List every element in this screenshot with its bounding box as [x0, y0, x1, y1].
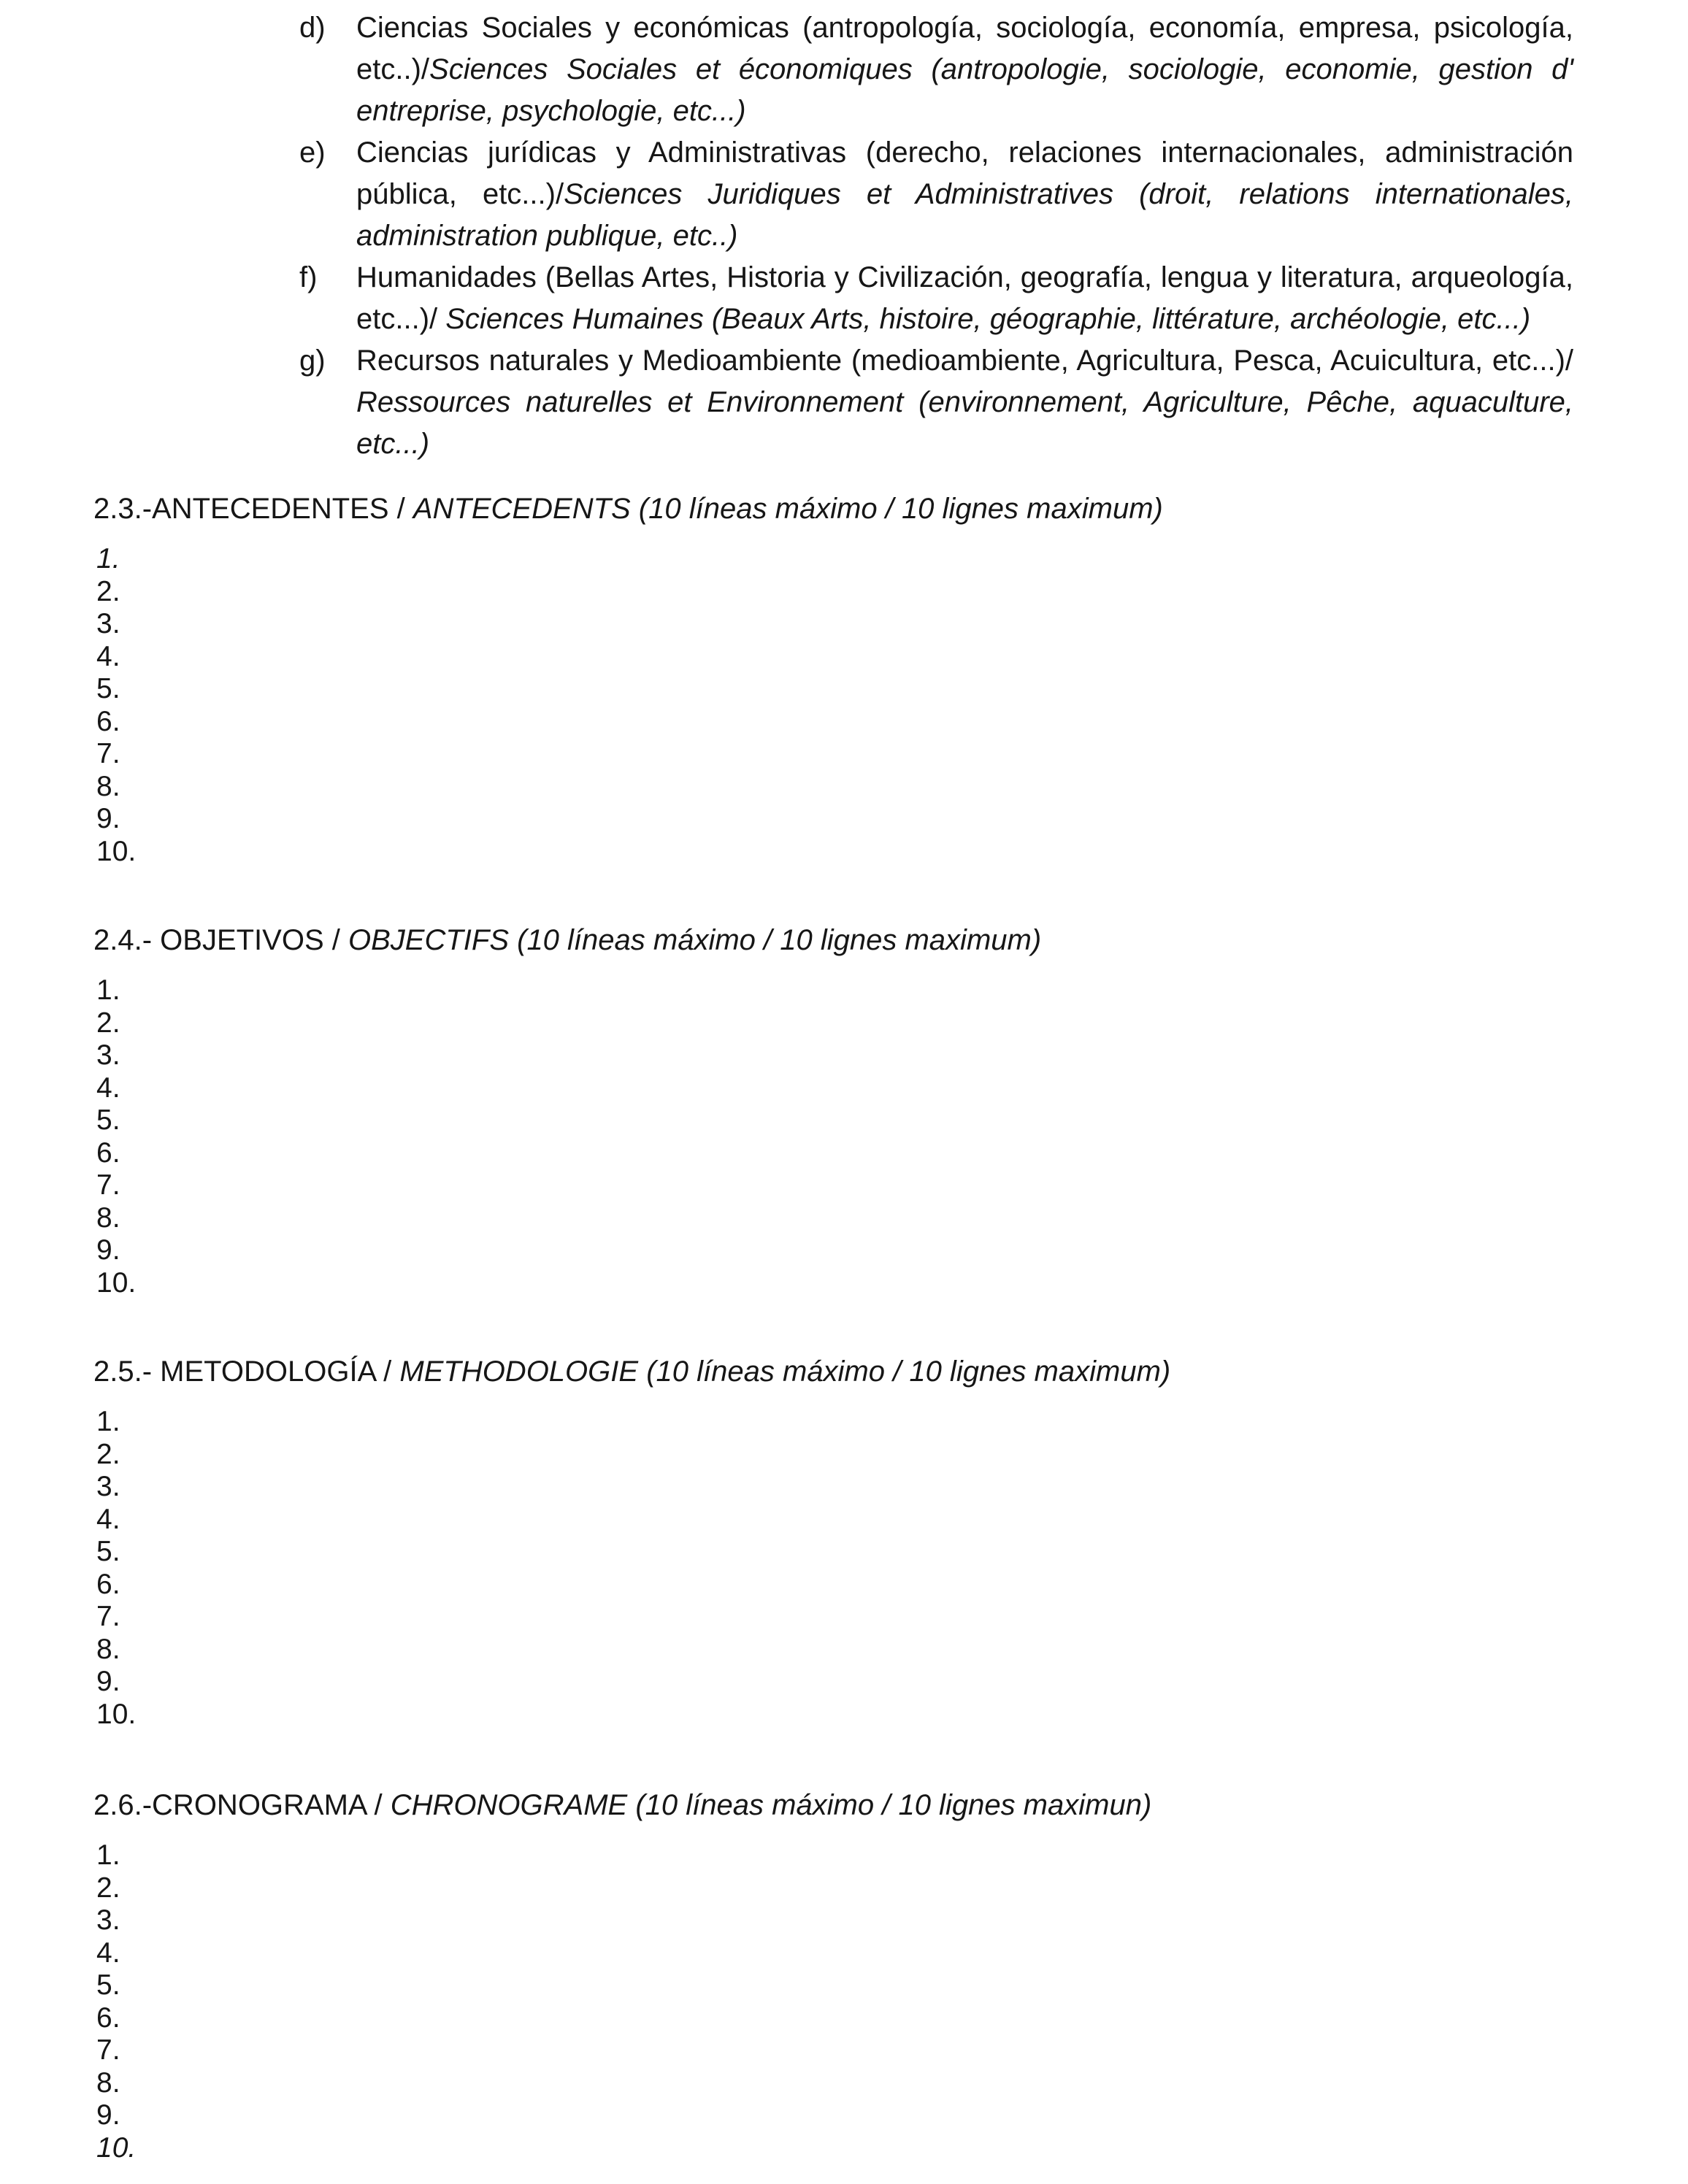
section-heading	[93, 1353, 1481, 1390]
line-number: 4.	[96, 640, 120, 672]
line-number: 3.	[96, 1039, 120, 1071]
line-number: 5.	[96, 1536, 120, 1567]
line-number: 5.	[96, 1104, 120, 1136]
numbered-lines	[96, 1839, 1481, 2164]
category-french-text: Sciences Humaines (Beaux Arts, histoire, géographie, littérature, archéologie, etc...)	[445, 303, 1531, 335]
line-number: 10.	[96, 1266, 137, 1299]
line-number: 5.	[96, 1969, 120, 2001]
section-heading-spanish: 2.5.- METODOLOGÍA /	[93, 1356, 400, 1388]
line-number: 4.	[96, 1937, 120, 1969]
line-number: 9.	[96, 803, 120, 834]
category-text	[356, 7, 1573, 132]
line-number: 4.	[96, 1072, 120, 1104]
line-number: 3.	[96, 608, 120, 639]
category-spanish-text: Ciencias Sociales y económicas (antropología, sociología, economía, empresa, psicología, etc..)/	[356, 12, 1573, 85]
category-item-e	[299, 132, 1573, 257]
category-text	[356, 340, 1573, 465]
section-heading	[93, 491, 1481, 527]
category-text	[356, 132, 1573, 257]
section-heading-spanish: 2.3.-ANTECEDENTES /	[93, 493, 413, 525]
line-number: 7.	[96, 1169, 120, 1201]
line-number: 1.	[96, 1839, 120, 1871]
line-number: 6.	[96, 1568, 120, 1600]
line-number: 8.	[96, 1201, 120, 1234]
section-heading-spanish: 2.6.-CRONOGRAMA /	[93, 1789, 391, 1821]
section-antecedentes	[93, 491, 1481, 868]
line-number: 1.	[96, 974, 120, 1006]
line-number: 3.	[96, 1904, 120, 1936]
line-number: 2.	[96, 1007, 120, 1039]
line-number: 8.	[96, 2066, 120, 2099]
category-spanish-text: Recursos naturales y Medioambiente (medioambiente, Agricultura, Pesca, Acuicultura, etc...)/	[356, 345, 1573, 377]
line-number: 2.	[96, 1872, 120, 1904]
numbered-lines	[96, 543, 1481, 868]
line-number: 8.	[96, 770, 120, 802]
line-number: 6.	[96, 1137, 120, 1169]
category-letter: d)	[299, 12, 326, 44]
line-number: 6.	[96, 2002, 120, 2034]
category-spanish-text: Ciencias jurídicas y Administrativas (derecho, relaciones internacionales, administración pública, etc...)/	[356, 136, 1573, 210]
line-number: 1.	[96, 1406, 120, 1437]
category-list	[299, 7, 1573, 465]
line-number: 3.	[96, 1471, 120, 1502]
section-heading	[93, 922, 1481, 958]
section-metodologia	[93, 1353, 1481, 1731]
category-french-text: Sciences Sociales et économiques (antropologie, sociologie, economie, gestion d' entreprise, psychologie, etc...)	[356, 53, 1573, 127]
line-number: 2.	[96, 1438, 120, 1470]
section-heading-french: METHODOLOGIE (10 líneas máximo / 10 lignes maximum)	[399, 1356, 1171, 1388]
category-item-d	[299, 7, 1573, 132]
line-number: 8.	[96, 1633, 120, 1665]
line-number: 7.	[96, 1601, 120, 1632]
category-letter: g)	[299, 345, 326, 377]
category-letter: f)	[299, 261, 318, 293]
section-heading-french: OBJECTIFS (10 líneas máximo / 10 lignes maximum)	[348, 924, 1042, 956]
line-number: 7.	[96, 738, 120, 769]
category-letter: e)	[299, 136, 326, 169]
section-heading	[93, 1787, 1481, 1823]
line-number: 5.	[96, 673, 120, 704]
line-number: 9.	[96, 2099, 120, 2131]
section-heading-spanish: 2.4.- OBJETIVOS /	[93, 924, 348, 956]
line-number: 1.	[96, 543, 120, 574]
line-number: 7.	[96, 2034, 120, 2066]
line-number: 10.	[96, 835, 137, 867]
line-number: 10.	[96, 2131, 137, 2164]
category-spanish-text: Humanidades (Bellas Artes, Historia y Civilización, geografía, lengua y literatura, arqueología, etc...)/	[356, 261, 1573, 335]
line-number: 4.	[96, 1503, 120, 1535]
section-objetivos	[93, 922, 1481, 1299]
line-number: 9.	[96, 1234, 120, 1266]
line-number: 6.	[96, 705, 120, 737]
numbered-lines	[96, 974, 1481, 1299]
line-number: 9.	[96, 1666, 120, 1697]
section-heading-french: ANTECEDENTS (10 líneas máximo / 10 lignes maximum)	[413, 493, 1163, 525]
category-item-f	[299, 257, 1573, 340]
section-cronograma	[93, 1787, 1481, 2164]
category-french-text: Sciences Juridiques et Administratives (droit, relations internationales, administration publique, etc..)	[356, 178, 1573, 252]
category-french-text: Ressources naturelles et Environnement (environnement, Agriculture, Pêche, aquaculture, etc...)	[356, 386, 1573, 460]
line-number: 10.	[96, 1698, 137, 1730]
category-item-g	[299, 340, 1573, 465]
category-text	[356, 257, 1573, 340]
numbered-lines	[96, 1406, 1481, 1731]
section-heading-french: CHRONOGRAME (10 líneas máximo / 10 lignes maximun)	[390, 1789, 1152, 1821]
line-number: 2.	[96, 575, 120, 607]
